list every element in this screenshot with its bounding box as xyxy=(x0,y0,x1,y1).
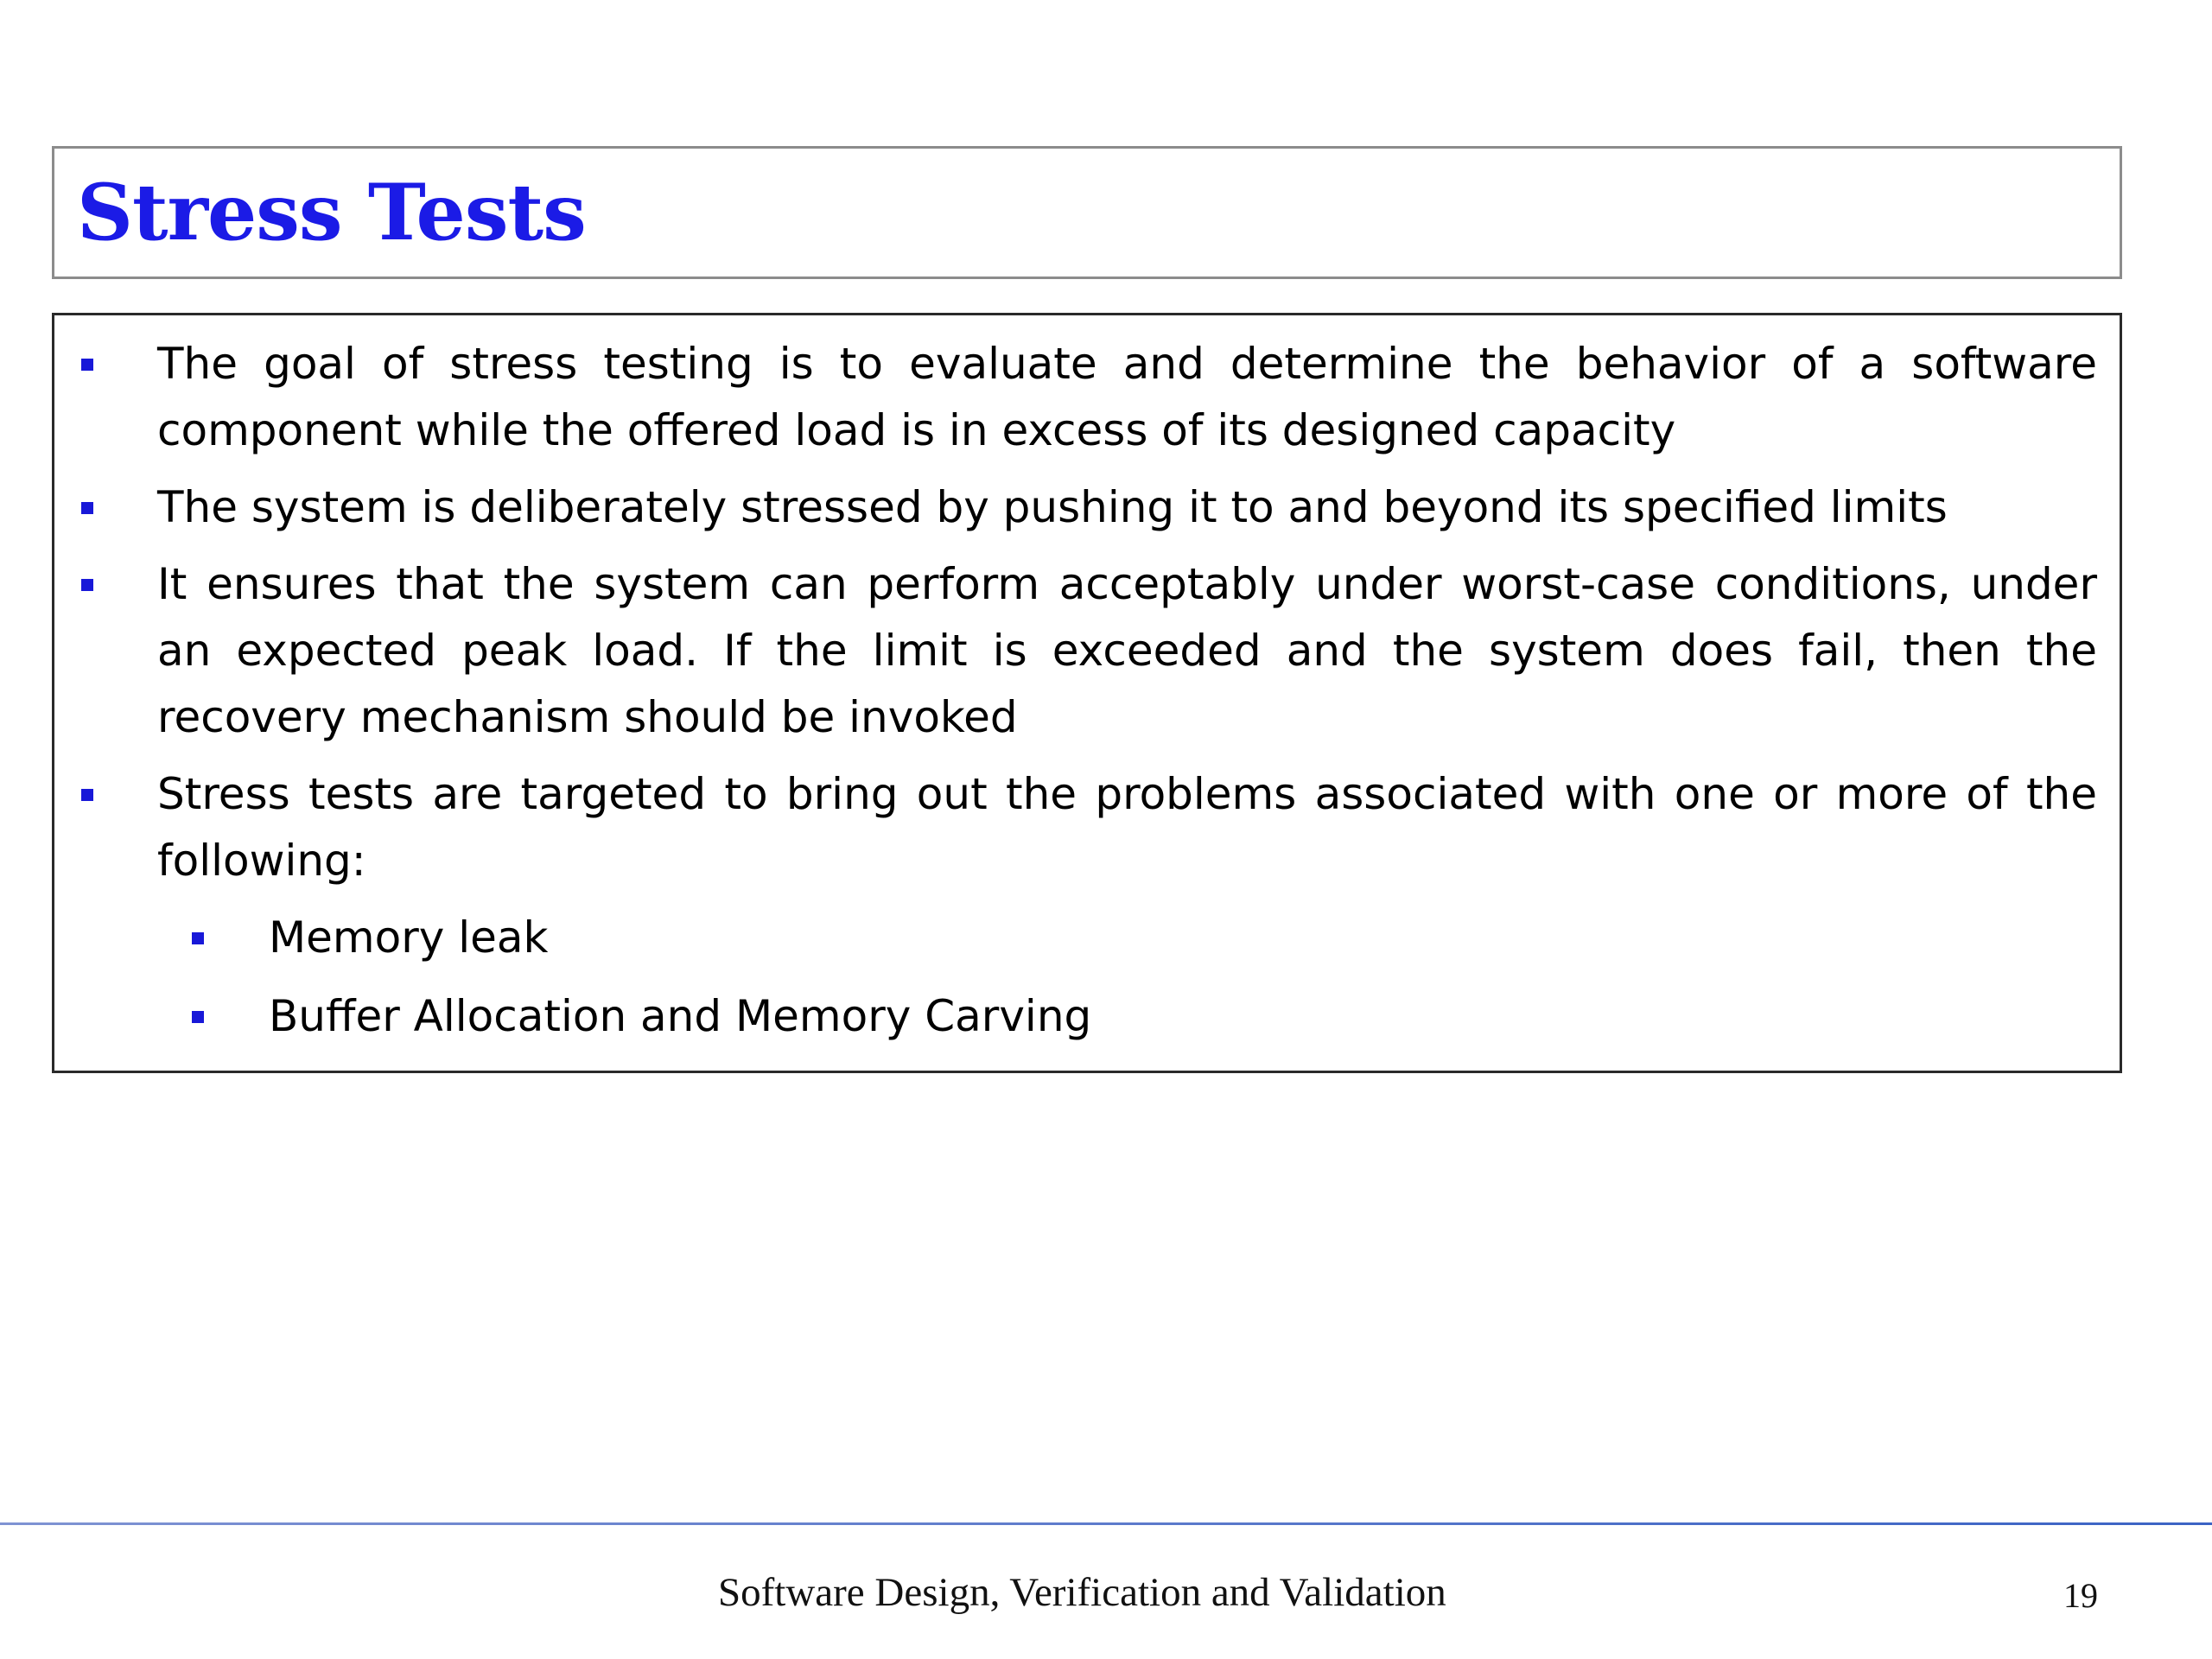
footer-divider xyxy=(0,1522,2212,1525)
sub-bullet-item xyxy=(54,905,2120,971)
sub-bullet-item xyxy=(54,983,2120,1050)
bullet-list xyxy=(54,331,2120,1062)
square-bullet-icon xyxy=(81,359,93,371)
square-bullet-icon xyxy=(81,502,93,514)
sub-bullet-text: Buffer Allocation and Memory Carving xyxy=(269,991,1092,1041)
bullet-text: Stress tests are targeted to bring out the problems associated with one or more of the following: xyxy=(157,769,2097,886)
bullet-item xyxy=(54,474,2120,541)
footer-course-title: Software Design, Verification and Validation xyxy=(718,1570,1446,1615)
square-bullet-icon xyxy=(81,579,93,591)
sub-bullet-text: Memory leak xyxy=(269,912,549,963)
slide-title: Stress Tests xyxy=(77,167,586,258)
square-bullet-icon xyxy=(81,789,93,801)
content-box xyxy=(52,313,2122,1073)
bullet-item xyxy=(54,761,2120,894)
title-box xyxy=(52,146,2122,279)
bullet-text: The goal of stress testing is to evaluate and determine the behavior of a software component while the offered load is in excess of its designed capacity xyxy=(157,339,2097,455)
square-bullet-icon xyxy=(192,932,204,944)
bullet-text: It ensures that the system can perform acceptably under worst-case conditions, under an expected peak load. If the limit is exceeded and the system does fail, then the recovery mechanism should be invoked xyxy=(157,559,2097,742)
square-bullet-icon xyxy=(192,1011,204,1023)
bullet-item xyxy=(54,551,2120,751)
bullet-item xyxy=(54,331,2120,464)
bullet-text: The system is deliberately stressed by pushing it to and beyond its specified limits xyxy=(157,482,1948,532)
page-number: 19 xyxy=(2063,1576,2098,1615)
